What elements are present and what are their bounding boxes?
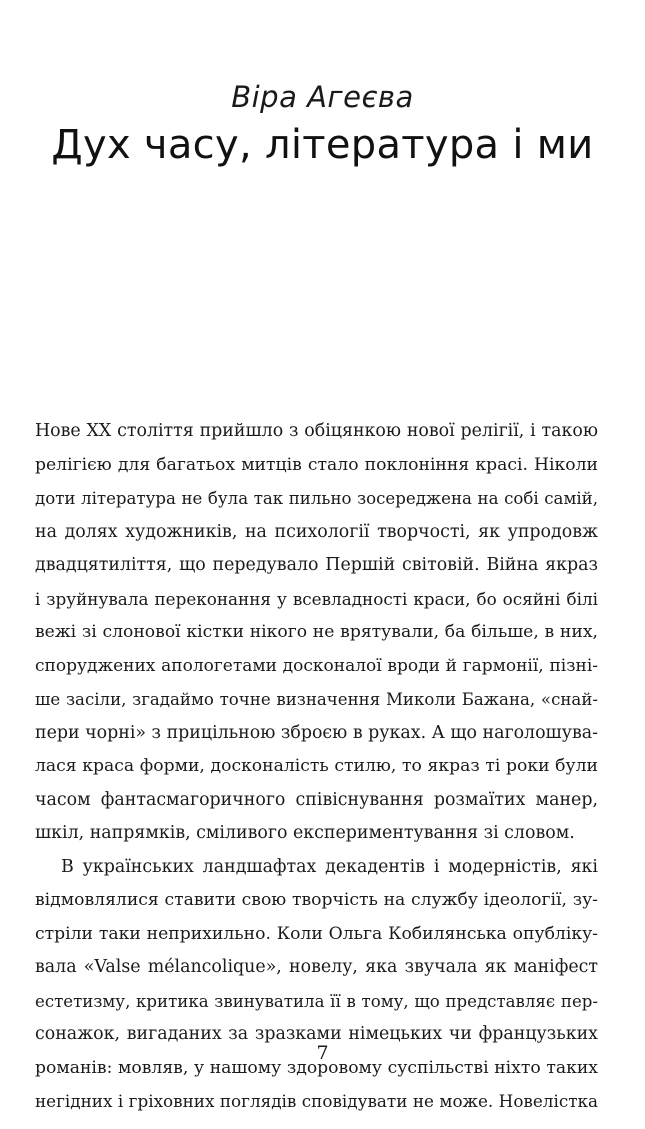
text-line: романів: мовляв, у нашому здоровому суспільстві ніхто таких — [35, 1057, 598, 1078]
text-line: відмовлялися ставити свою творчість на службу ідеології, зу- — [35, 890, 598, 910]
text-line: часом фантасмагоричного співіснування розмаїтих манер, — [35, 789, 598, 810]
text-line: естетизму, критика звинуватила її в тому, що представляє пер- — [35, 991, 598, 1011]
text-line: споруджених апологетами досконалої вроди й гармонії, пізні- — [35, 655, 598, 676]
text-line: лася краса форми, досконалість стилю, то якраз ті роки були — [35, 756, 598, 776]
text-line: доти література не була так пильно зосереджена на собі самій, — [35, 489, 598, 508]
page-number: 7 — [316, 1042, 329, 1064]
text-line: вежі зі слонової кістки нікого не врятували, ба більше, в них, — [35, 622, 598, 642]
text-line: шкіл, напрямків, сміливого експериментування зі словом. — [35, 823, 575, 843]
text-line: пери чорні» з прицільною зброєю в руках. А що наголошува- — [35, 722, 598, 743]
text-line: Нове XX століття прийшло з обіцянкою нової релігії, і такою — [35, 421, 598, 441]
paragraph-2 — [35, 851, 598, 1119]
text-line: сонажок, вигаданих за зразками німецьких чи французьких — [35, 1024, 598, 1044]
text-line: двадцятиліття, що передувало Першій світовій. Війна якраз — [35, 555, 598, 575]
body-text — [35, 415, 598, 1119]
text-line: вала «Valse mélancolique», новелу, яка звучала як маніфест — [35, 957, 598, 977]
text-line: стріли таки неприхильно. Коли Ольга Кобилянська опубліку- — [35, 923, 598, 944]
text-line: В українських ландшафтах декадентів і модерністів, які — [61, 856, 598, 877]
text-line: негідних і гріховних поглядів сповідувати не може. Новелістка — [35, 1091, 598, 1111]
text-line: і зруйнувала переконання у всевладності краси, бо осяйні білі — [35, 588, 598, 609]
text-line: ше засіли, згадаймо точне визначення Миколи Бажана, «снай- — [35, 690, 598, 709]
chapter-title: Дух часу, література і ми — [51, 122, 594, 168]
author-name: Віра Агеєва — [231, 80, 414, 114]
paragraph-1 — [35, 415, 598, 851]
text-line: на долях художників, на психології творчості, як упродовж — [35, 521, 598, 542]
text-line: релігією для багатьох митців стало поклоніння красі. Ніколи — [35, 454, 598, 475]
